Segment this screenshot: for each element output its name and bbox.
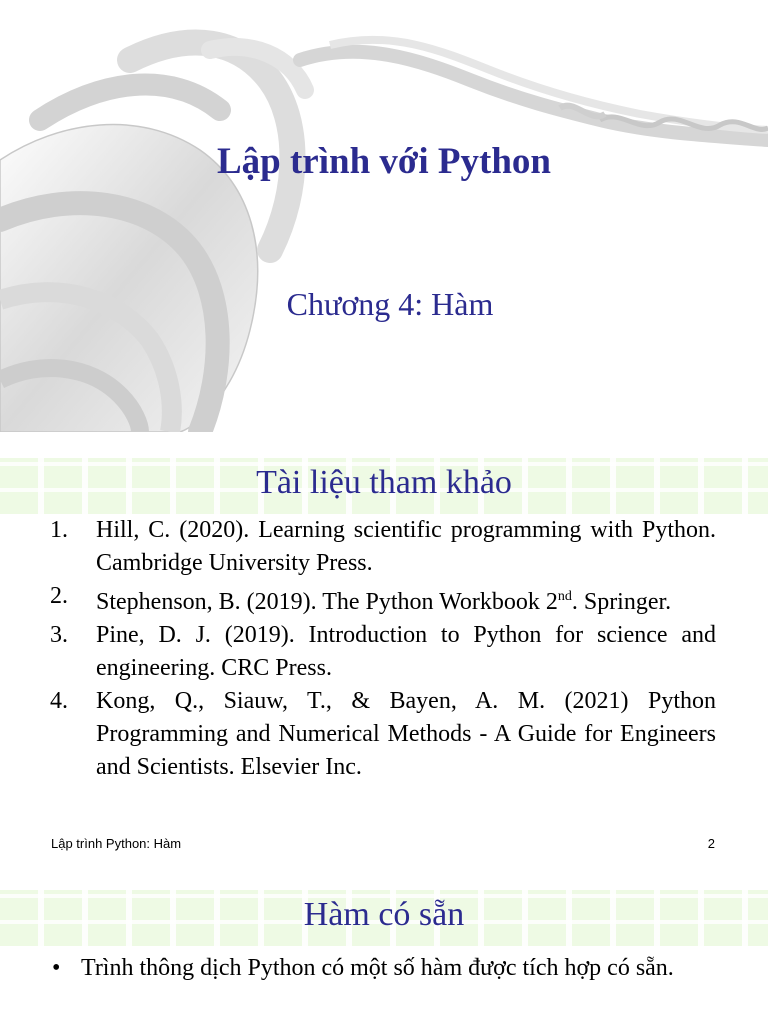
bullet-list xyxy=(52,952,716,984)
list-item xyxy=(50,580,716,619)
list-item xyxy=(50,685,716,784)
slide-heading: Tài liệu tham khảo xyxy=(256,464,512,501)
reference-text: Kong, Q., Siauw, T., & Bayen, A. M. (2021) Python Programming and Numerical Methods - A Guide for Engineers and Scientists. Elsevier Inc. xyxy=(96,688,716,780)
reference-text-end: . Springer. xyxy=(571,589,672,615)
presentation-title: Lập trình với Python xyxy=(216,141,552,182)
reference-list xyxy=(50,514,716,784)
chapter-subtitle: Chương 4: Hàm xyxy=(286,286,494,322)
item-number: 1. xyxy=(50,517,68,543)
title-slide xyxy=(0,0,768,432)
slide-footer: Lập trình Python: Hàm xyxy=(51,836,182,851)
list-item xyxy=(52,952,716,984)
item-number: 2. xyxy=(50,583,68,609)
reference-text: Hill, C. (2020). Learning scientific programming with Python. Cambridge University Press. xyxy=(96,517,716,576)
builtin-functions-slide xyxy=(0,878,768,1024)
references-slide xyxy=(0,448,768,862)
bullet-text: Trình thông dịch Python có một số hàm được tích hợp có sẵn. xyxy=(81,955,674,981)
item-number: 3. xyxy=(50,622,68,648)
reference-text: Stephenson, B. (2019). The Python Workbook 2 xyxy=(96,589,558,615)
list-item xyxy=(50,619,716,685)
reference-text: Pine, D. J. (2019). Introduction to Python for science and engineering. CRC Press. xyxy=(96,622,716,681)
page-number: 2 xyxy=(707,836,715,851)
superscript: nd xyxy=(557,589,572,604)
item-number: 4. xyxy=(50,688,68,714)
twisted-ribbon-graphic xyxy=(0,0,768,432)
bullet-icon: • xyxy=(52,955,61,981)
list-item xyxy=(50,514,716,580)
slide-heading: Hàm có sẵn xyxy=(303,896,465,933)
